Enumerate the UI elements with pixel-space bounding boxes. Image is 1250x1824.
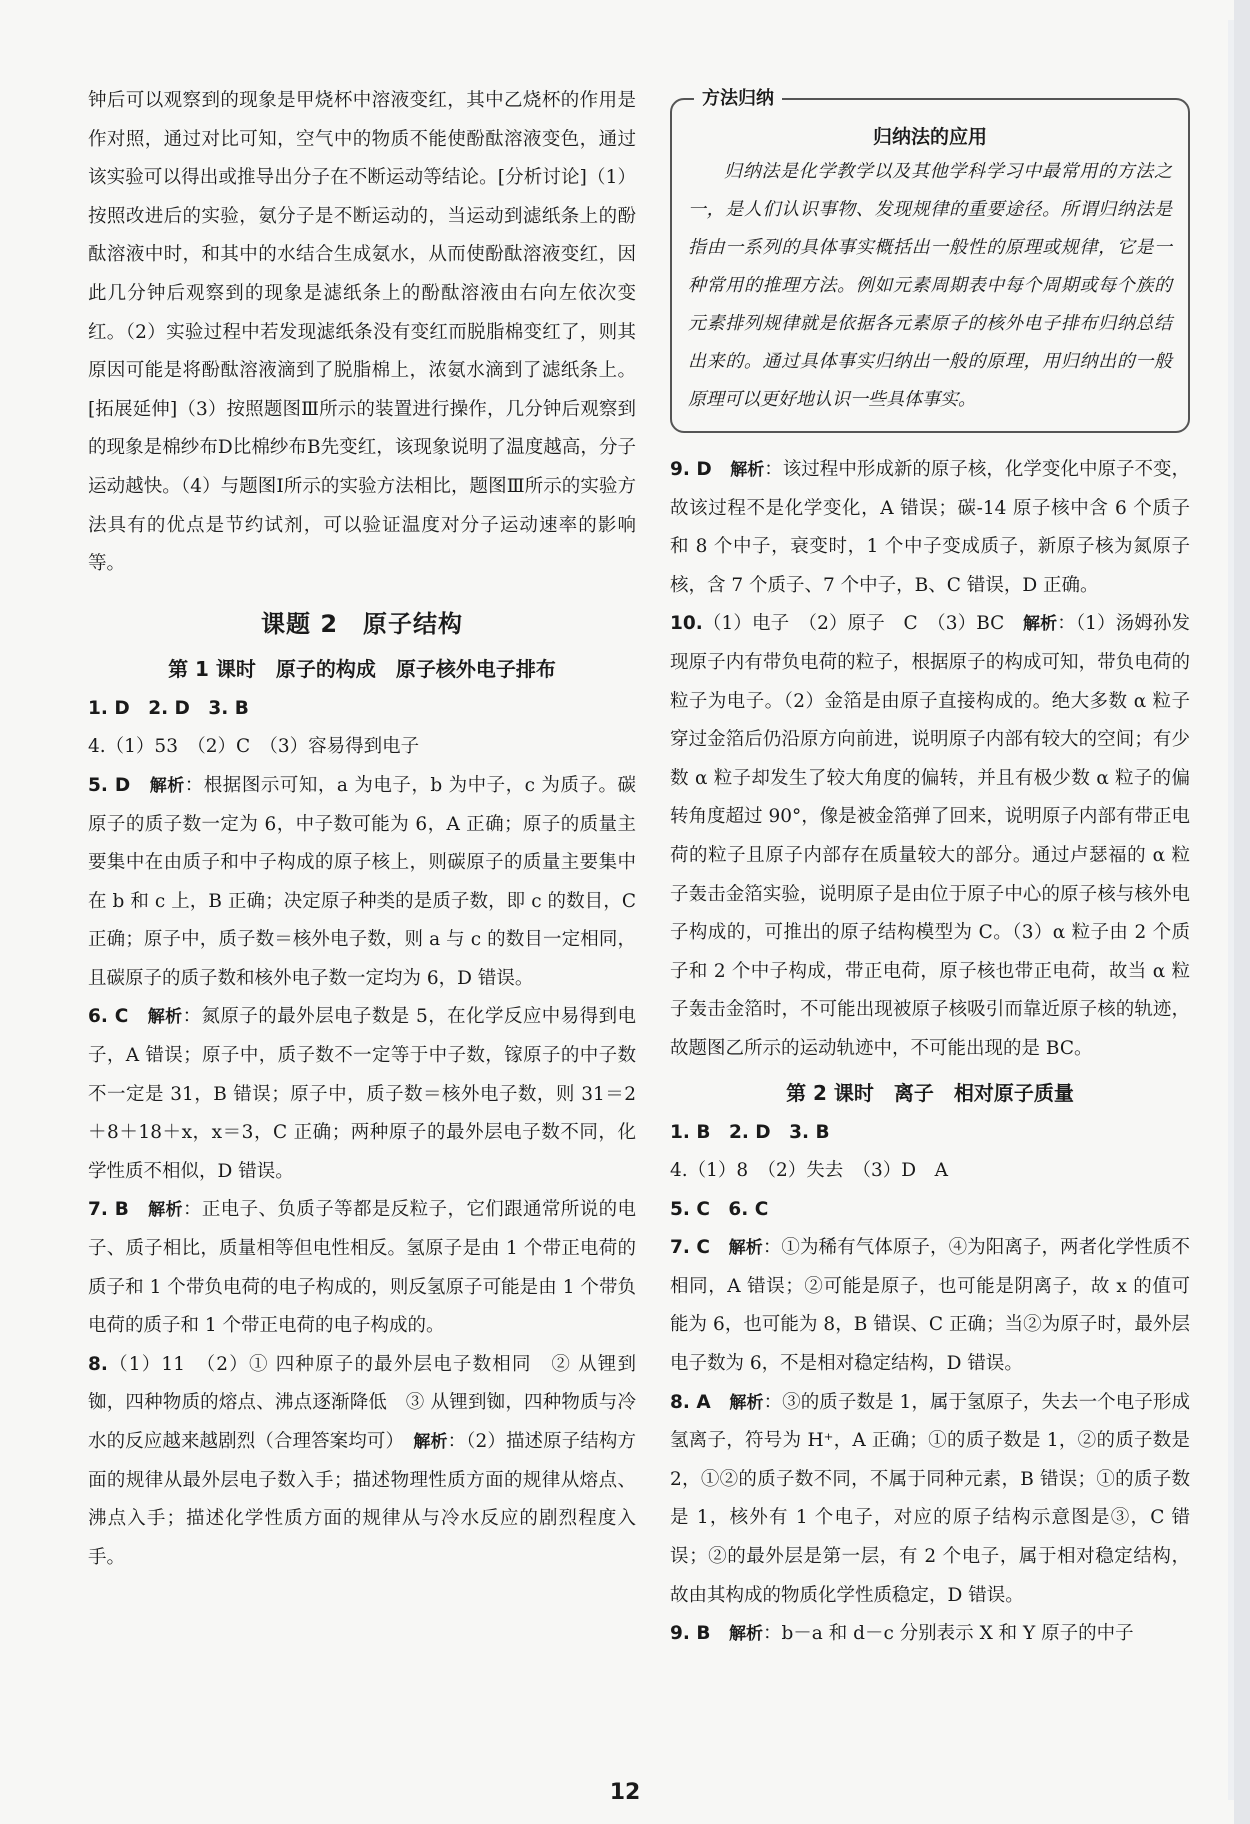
answer-b-4 <box>670 1152 1190 1191</box>
answer-7-text: ：正电子、负质子等都是反粒子，它们跟通常所说的电子、质子相比，质量相等但电性相反。氢原子是由 1 个带正电荷的质子和 1 个带负电荷的电子构成的，则反氢原子可能是由 1 个带负电荷的质子和 1 个带正电荷的电子构成的。 <box>88 1199 636 1337</box>
answer-7-number: 7. B <box>88 1199 129 1221</box>
answers-1-3-text: 1. D 2. D 3. B <box>88 697 249 719</box>
answer-b-8-number: 8. A <box>670 1391 711 1413</box>
answer-4 <box>88 728 636 767</box>
answer-8 <box>88 1346 636 1578</box>
answers-b-1-3-text: 1. B 2. D 3. B <box>670 1121 830 1143</box>
answer-b-7-number: 7. C <box>670 1237 710 1259</box>
answer-8-number: 8. <box>88 1353 108 1375</box>
analysis-tag: 解析 <box>149 775 185 796</box>
answer-4-text: 4.（1）53 （2）C （3）容易得到电子 <box>88 736 420 758</box>
right-column <box>670 82 1190 1654</box>
answer-9 <box>670 451 1190 605</box>
answers-b-5-6 <box>670 1191 1190 1230</box>
answer-10-analysis: ：（1）汤姆孙发现原子内有带负电荷的粒子，根据原子的构成可知，带负电荷的粒子为电子。（2）金箔是由原子直接构成的。绝大多数 α 粒子穿过金箔后仍沿原方向前进，说明原子内部有较大的空间；有少数 α 粒子却发生了较大角度的偏转，并且有极少数 α 粒子的偏转角度超过 90°，像是被金箔弹了回来，说明原子内部有带正电荷的粒子且原子内部存在质量较大的部分。通过卢瑟福的 α 粒子轰击金箔实验，说明原子是由位于原子中心的原子核与核外电子构成的，可推出的原子结构模型为 C。（3）α 粒子由 2 个质子和 2 个中子构成，带正电荷，原子核也带正电荷，故当 α 粒子轰击金箔时，不可能出现被原子核吸引而靠近原子核的轨迹，故题图乙所示的运动轨迹中，不可能出现的是 BC。 <box>670 613 1190 1059</box>
answer-5 <box>88 767 636 999</box>
analysis-tag: 解析 <box>730 460 765 480</box>
answer-10 <box>670 605 1190 1068</box>
answers-b-1-3 <box>670 1114 1190 1153</box>
period-2-title: 第 2 课时 离子 相对原子质量 <box>786 1080 1074 1105</box>
answer-b-8-text: ：③的质子数是 1，属于氢原子，失去一个电子形成氢离子，符号为 H⁺，A 正确；①的质子数是 1，②的质子数是 2，①②的质子数不同，不属于同种元素，B 错误；①的质子数是 1，核外有 1 个电子，对应的原子结构示意图是③，C 错误；②的最外层是第一层，有 2 个电子，属于相对稳定结构，故由其构成的物质化学性质稳定，D 错误。 <box>670 1391 1190 1606</box>
answer-10-number: 10. <box>670 613 703 635</box>
answer-continuation: 钟后可以观察到的现象是甲烧杯中溶液变红，其中乙烧杯的作用是作对照，通过对比可知，空气中的物质不能使酚酞溶液变色，通过该实验可以得出或推导出分子在不断运动等结论。[分析讨论]（1）按照改进后的实验，氨分子是不断运动的，当运动到滤纸条上的酚酞溶液中时，和其中的水结合生成氨水，从而使酚酞溶液变红，因此几分钟后观察到的现象是滤纸条上的酚酞溶液由右向左依次变红。（2）实验过程中若发现滤纸条没有变红而脱脂棉变红了，则其原因可能是将酚酞溶液滴到了脱脂棉上，浓氨水滴到了滤纸条上。[拓展延伸]（3）按照题图Ⅲ所示的装置进行操作，几分钟后观察到的现象是棉纱布D比棉纱布B先变红，该现象说明了温度越高，分子运动越快。（4）与题图Ⅰ所示的实验方法相比，题图Ⅲ所示的实验方法具有的优点是节约试剂，可以验证温度对分子运动速率的影响等。 <box>88 90 636 575</box>
answer-8-analysis: ：（2）描述原子结构方面的规律从最外层电子数入手；描述物理性质方面的规律从熔点、沸点入手；描述化学性质方面的规律从与冷水反应的剧烈程度入手。 <box>88 1431 636 1568</box>
analysis-tag: 解析 <box>728 1238 763 1259</box>
analysis-tag: 解析 <box>728 1624 763 1645</box>
answer-5-text: ：根据图示可知，a 为电子，b 为中子，c 为质子。碳原子的质子数一定为 6，中子数可能为 6，A 正确；原子的质量主要集中在由质子和中子构成的原子核上，则碳原子的质量主要集中在 b 和 c 上，B 正确；决定原子种类的是质子数，即 c 的数目，C 正确；原子中，质子数＝核外电子数，则 a 与 c 的数目一定相同，且碳原子的质子数和核外电子数一定均为 6，D 错误。 <box>88 774 636 989</box>
analysis-tag: 解析 <box>147 1007 183 1028</box>
page-edge <box>1234 0 1250 1824</box>
answer-6-number: 6. C <box>88 1006 129 1028</box>
answers-1-3 <box>88 690 636 729</box>
answer-9-number: 9. D <box>670 459 712 480</box>
answer-b-7 <box>670 1229 1190 1383</box>
answer-10-text: （1）电子 （2）原子 C （3）BC <box>702 613 1023 635</box>
analysis-tag: 解析 <box>729 1392 764 1413</box>
answer-6 <box>88 998 636 1191</box>
left-column <box>88 82 636 1577</box>
method-text: 归纳法是化学教学以及其他学科学习中最常用的方法之一，是人们认识事物、发现规律的重要途径。所谓归纳法是指由一系列的具体事实概括出一般性的原理或规律，它是一种常用的推理方法。例如元素周期表中每个周期或每个族的元素排列规律就是依据各元素原子的核外电子排布归纳总结出来的。通过具体事实归纳出一般的原理，用归纳出的一般原理可以更好地认识一些具体事实。 <box>688 161 1172 410</box>
analysis-tag: 解析 <box>148 1200 183 1221</box>
lesson-title: 课题 2 原子结构 <box>260 609 464 638</box>
answer-7 <box>88 1191 636 1345</box>
analysis-tag: 解析 <box>413 1432 448 1452</box>
answer-9-text: ：该过程中形成新的原子核，化学变化中原子不变，故该过程不是化学变化，A 错误；碳-14 原子核中含 6 个质子和 8 个中子，衰变时，1 个中子变成质子，新原子核为氮原子核，含 7 个质子、7 个中子，B、C 错误，D 正确。 <box>670 459 1190 596</box>
page-number: 12 <box>609 1780 641 1805</box>
answer-b-4-text: 4.（1）8 （2）失去 （3）D A <box>670 1160 948 1182</box>
analysis-tag: 解析 <box>1023 614 1058 635</box>
answer-b-9-number: 9. B <box>670 1623 711 1645</box>
period-1-title: 第 1 课时 原子的构成 原子核外电子排布 <box>168 656 556 681</box>
answer-b-9 <box>670 1615 1190 1654</box>
answer-5-number: 5. D <box>88 774 131 796</box>
method-title: 归纳法的应用 <box>872 126 987 148</box>
answer-b-7-text: ：①为稀有气体原子，④为阳离子，两者化学性质不相同，A 错误；②可能是原子，也可能是阴离子，故 x 的值可能为 6，也可能为 8，B 错误、C 正确；当②为原子时，最外层电子数为 6，不是相对稳定结构，D 错误。 <box>670 1237 1190 1375</box>
answer-8-text: （1）11 （2）① 四种原子的最外层电子数相同 ② 从锂到铷，四种物质的熔点、沸点逐渐降低 ③ 从锂到铷，四种物质与冷水的反应越来越剧烈（合理答案均可） <box>88 1353 636 1452</box>
answer-b-9-text: ：b－a 和 d－c 分别表示 X 和 Y 原子的中子 <box>762 1623 1134 1645</box>
answers-b-5-6-text: 5. C 6. C <box>670 1198 769 1220</box>
method-label: 方法归纳 <box>694 84 782 110</box>
answer-6-text: ：氮原子的最外层电子数是 5，在化学反应中易得到电子，A 错误；原子中，质子数不一定等于中子数，镓原子的中子数不一定是 31，B 错误；原子中，质子数＝核外电子数，则 31＝2＋8＋18＋x，x＝3，C 正确；两种原子的最外层电子数不同，化学性质不相似，D 错误。 <box>88 1006 636 1182</box>
answer-b-8 <box>670 1384 1190 1616</box>
method-summary-box <box>670 88 1190 433</box>
